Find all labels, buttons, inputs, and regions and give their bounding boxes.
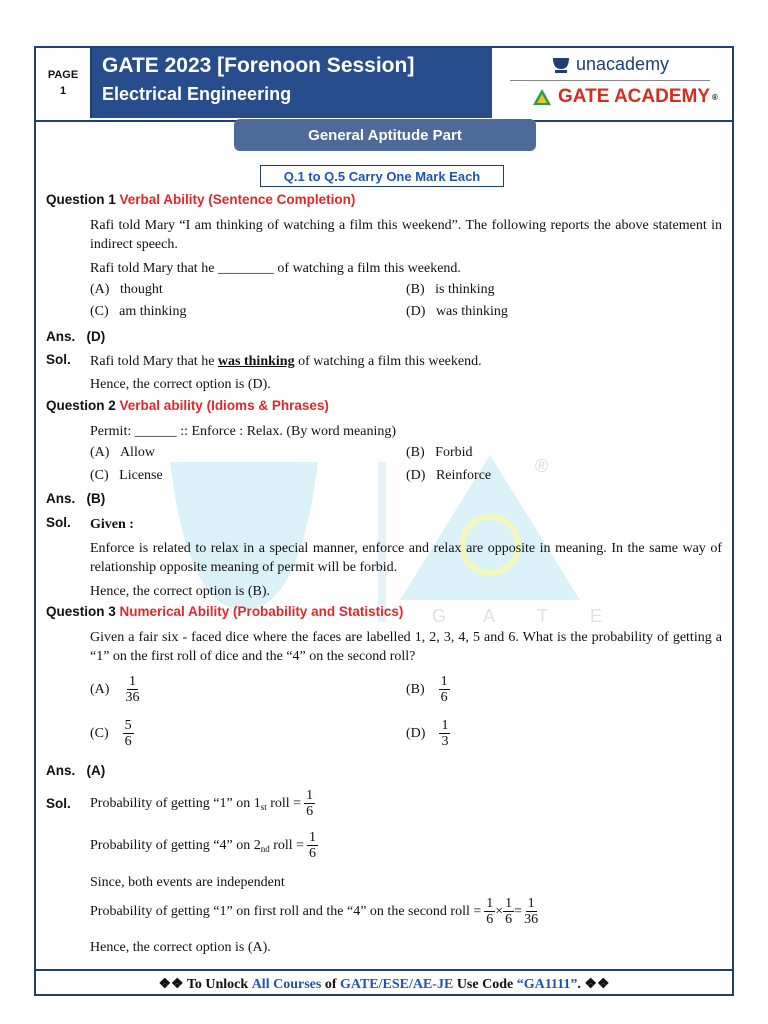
- question-2-heading: [46, 398, 329, 413]
- q1-solution-label: Sol.: [46, 352, 71, 367]
- q2-solution-label: Sol.: [46, 515, 71, 530]
- section-subbanner: Q.1 to Q.5 Carry One Mark Each: [260, 165, 504, 187]
- question-3-topic: Numerical Ability (Probability and Statistics): [119, 604, 404, 619]
- question-3-heading: [46, 604, 403, 619]
- q3-solution-line-3: Since, both events are independent: [90, 875, 285, 890]
- q3-option-d-num: 1: [441, 718, 449, 733]
- q3-sol2-pre: Probability of getting “4” on 2: [90, 838, 261, 853]
- q2-option-a: [90, 445, 155, 461]
- exam-title: GATE 2023 [Forenoon Session]: [102, 54, 415, 77]
- q1-answer: [46, 329, 105, 344]
- section-banner: General Aptitude Part: [234, 119, 536, 151]
- q2-option-d-key: (D): [406, 468, 426, 483]
- q3-sol2-den: 6: [309, 846, 317, 861]
- footer-text-7: .: [577, 976, 585, 992]
- q3-sol4-eq: =: [514, 904, 523, 919]
- q3-option-a-den: 36: [125, 690, 140, 705]
- footer-code: “GA1111”: [516, 976, 578, 992]
- question-2-label: Question 2: [46, 398, 116, 413]
- q3-option-d-den: 3: [441, 734, 449, 749]
- q3-option-c-den: 6: [124, 734, 132, 749]
- q2-solution-conclusion: Hence, the correct option is (B).: [90, 584, 270, 599]
- question-3-text: Given a fair six - faced dice where the faces are labelled 1, 2, 3, 4, 5 and 6. What is the probability of getting a “1” on the first roll of dice and the “4” on the second roll?: [90, 630, 722, 664]
- q1-sol-pre: Rafi told Mary that he: [90, 354, 218, 369]
- q1-sol-post: of watching a film this weekend.: [294, 354, 482, 369]
- q3-sol4-fraction-1: [484, 896, 495, 927]
- q3-solution-label: Sol.: [46, 796, 71, 811]
- q3-sol1-fraction: [304, 788, 315, 819]
- q2-solution-text: Enforce is related to relax in a special manner, enforce and relax are opposite in meaning. In the same way of relationship opposite meaning of permit will be forbid.: [90, 541, 722, 575]
- q1-option-c-text: am thinking: [119, 304, 187, 319]
- gate-academy-text: GATE ACADEMY: [558, 86, 710, 107]
- q3-option-c-num: 5: [124, 718, 132, 733]
- question-1-heading: [46, 192, 355, 207]
- q1-option-d: [406, 304, 508, 320]
- unacademy-text: unacademy: [576, 54, 670, 74]
- q2-option-b: [406, 445, 473, 461]
- q1-option-d-text: was thinking: [435, 304, 508, 319]
- q3-sol4-times: ×: [495, 904, 504, 919]
- q2-option-c: [90, 468, 163, 484]
- q3-answer-label: Ans.: [46, 763, 76, 778]
- question-1-topic: Verbal Ability (Sentence Completion): [119, 192, 356, 207]
- q3-option-d: [406, 718, 450, 749]
- q1-solution-text: [90, 352, 722, 371]
- q3-answer-value: (A): [86, 763, 106, 778]
- q1-answer-label: Ans.: [46, 329, 76, 344]
- q1-option-c: [90, 304, 186, 320]
- q2-answer: [46, 491, 105, 506]
- q1-option-b-text: is thinking: [435, 282, 495, 297]
- q3-solution-line-4: [90, 896, 722, 927]
- q3-sol1-sup: st: [260, 802, 267, 812]
- q1-solution-conclusion: Hence, the correct option is (D).: [90, 377, 271, 392]
- q3-sol2-fraction: [307, 830, 318, 861]
- gate-academy-registered: ®: [712, 92, 718, 102]
- q3-sol4-fraction-2: [503, 896, 514, 927]
- q3-sol2-sup: nd: [260, 844, 270, 854]
- watermark-registered: ®: [535, 456, 549, 476]
- q3-sol2-post: roll =: [269, 838, 305, 853]
- q3-sol1-den: 6: [306, 804, 314, 819]
- q3-sol4-pre: Probability of getting “1” on first roll and the “4” on the second roll =: [90, 904, 482, 919]
- q3-option-a-num: 1: [128, 674, 136, 689]
- q3-solution-line-1: [90, 788, 722, 819]
- question-3-label: Question 3: [46, 604, 116, 619]
- q3-solution-line-2: [90, 830, 722, 861]
- q2-option-b-key: (B): [406, 445, 425, 460]
- q3-option-a-key: (A): [90, 681, 110, 697]
- q3-option-b-den: 6: [440, 690, 448, 705]
- q1-option-a: [90, 282, 163, 298]
- q3-sol1-pre: Probability of getting “1” on 1: [90, 796, 261, 811]
- q3-option-b-key: (B): [406, 681, 425, 697]
- q3-sol4-f3-den: 36: [524, 912, 539, 927]
- q3-sol4-f1-den: 6: [486, 912, 494, 927]
- q1-option-b: [406, 282, 495, 298]
- q3-option-c-key: (C): [90, 725, 109, 741]
- footer-diamonds-right: ❖❖: [584, 977, 610, 992]
- q3-option-d-key: (D): [406, 725, 426, 741]
- footer-all-courses: All Courses: [251, 976, 322, 992]
- question-2-topic: Verbal ability (Idioms & Phrases): [119, 398, 329, 413]
- page-number: 1: [59, 85, 67, 97]
- q1-option-d-key: (D): [406, 304, 426, 319]
- q3-option-a-fraction: [123, 674, 141, 705]
- q3-option-b: [406, 674, 450, 705]
- exam-subject: Electrical Engineering: [102, 84, 292, 104]
- q1-option-a-text: thought: [119, 282, 163, 297]
- question-2-text: Permit: ______ :: Enforce : Relax. (By word meaning): [90, 424, 396, 439]
- q2-option-c-text: License: [119, 468, 163, 483]
- q2-solution-given: Given :: [90, 517, 134, 532]
- q3-option-c: [90, 718, 134, 749]
- q3-sol4-fraction-3: [522, 896, 540, 927]
- question-1-prompt: Rafi told Mary that he ________ of watching a film this weekend.: [90, 261, 461, 276]
- q3-option-c-fraction: [123, 718, 134, 749]
- q2-answer-value: (B): [86, 491, 106, 506]
- q1-option-a-key: (A): [90, 282, 110, 297]
- q3-option-b-num: 1: [440, 674, 448, 689]
- watermark-letter-a: A: [483, 606, 496, 626]
- q3-sol4-f2-den: 6: [505, 912, 513, 927]
- q3-sol2-num: 1: [309, 830, 317, 845]
- footer-text-5: Use Code: [453, 976, 517, 992]
- q1-sol-bold: was thinking: [217, 354, 295, 369]
- footer-text-3: of: [321, 976, 340, 992]
- watermark-letter-t: T: [537, 606, 548, 626]
- q2-option-a-text: Allow: [119, 445, 155, 460]
- q3-option-a: [90, 674, 141, 705]
- q1-option-c-key: (C): [90, 304, 109, 319]
- q3-sol1-post: roll =: [266, 796, 302, 811]
- q2-option-c-key: (C): [90, 468, 109, 483]
- q2-option-d-text: Reinforce: [435, 468, 492, 483]
- footer-diamonds-left: ❖❖: [158, 977, 184, 992]
- question-1-text: Rafi told Mary “I am thinking of watching a film this weekend”. The following reports the above statement in indirect speech.: [90, 218, 722, 252]
- q2-answer-label: Ans.: [46, 491, 76, 506]
- q1-option-b-key: (B): [406, 282, 425, 297]
- q3-solution-conclusion: Hence, the correct option is (A).: [90, 940, 271, 955]
- q2-option-b-text: Forbid: [435, 445, 473, 460]
- q3-option-d-fraction: [439, 718, 450, 749]
- page-label: PAGE: [47, 69, 79, 81]
- footer-text-1: To Unlock: [183, 976, 252, 992]
- question-1-label: Question 1: [46, 192, 116, 207]
- q1-answer-value: (D): [86, 329, 106, 344]
- watermark-letter-g: G: [432, 606, 447, 626]
- q3-sol4-f3-num: 1: [527, 896, 535, 911]
- footer-exams: GATE/ESE/AE-JE: [339, 976, 454, 992]
- q3-sol4-f2-num: 1: [505, 896, 513, 911]
- q2-option-a-key: (A): [90, 445, 110, 460]
- q2-option-d: [406, 468, 491, 484]
- q3-answer: [46, 763, 105, 778]
- q3-sol4-f1-num: 1: [486, 896, 494, 911]
- q3-option-b-fraction: [439, 674, 450, 705]
- q3-sol1-num: 1: [306, 788, 314, 803]
- watermark-letter-e: E: [590, 606, 603, 626]
